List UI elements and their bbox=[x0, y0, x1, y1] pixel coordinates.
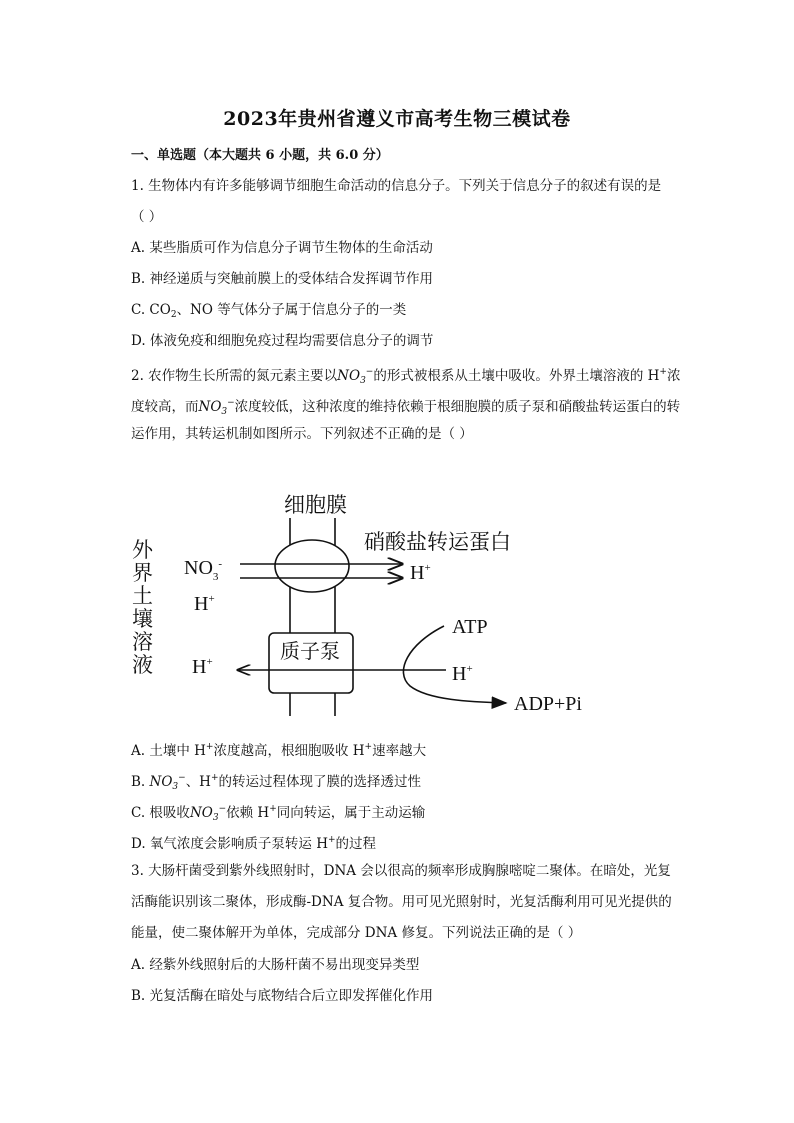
adp-label: ADP+Pi bbox=[514, 693, 582, 715]
q2-option-d: D. 氧气浓度会影响质子泵转运 H+的过程 bbox=[131, 835, 377, 852]
q2-option-b: B. $NO_3^-$、H+的转运过程体现了膜的选择透过性 bbox=[131, 773, 422, 792]
q1-option-b: B. 神经递质与突触前膜上的受体结合发挥调节作用 bbox=[131, 271, 434, 287]
q1-stem-line2: （ ） bbox=[131, 209, 163, 225]
outside-soil-label bbox=[132, 538, 154, 677]
q2-stem-line1: 2. 农作物生长所需的氮元素主要以$NO_3^-$的形式被根系从土壤中吸收。外界土壤溶液的 H+浓 bbox=[131, 367, 681, 386]
proton-pump-label: 质子泵 bbox=[280, 641, 340, 663]
h-inside-label: H+ bbox=[410, 562, 431, 584]
atp-label: ATP bbox=[452, 616, 488, 638]
svg-text:外: 外 bbox=[132, 538, 153, 562]
q1-c-sub: 2 bbox=[170, 310, 177, 320]
q3-option-a: A. 经紫外线照射后的大肠杆菌不易出现变异类型 bbox=[131, 957, 420, 973]
svg-text:界: 界 bbox=[132, 561, 153, 585]
q1-option-d: D. 体液免疫和细胞免疫过程均需要信息分子的调节 bbox=[131, 333, 434, 349]
h-pumped-label: H+ bbox=[192, 656, 213, 678]
nitrate-transporter bbox=[275, 540, 349, 592]
section-heading: 一、单选题（本大题共 6 小题，共 6.0 分） bbox=[131, 148, 389, 163]
svg-text:溶: 溶 bbox=[132, 630, 153, 654]
no3-label: $NO_3^-$ bbox=[184, 557, 223, 583]
q2-l1-pre: 2. 农作物生长所需的氮元素主要以 bbox=[131, 368, 338, 384]
q3-stem-line3: 能量，使二聚体解开为单体，完成部分 DNA 修复。下列说法正确的是（ ） bbox=[131, 925, 582, 941]
membrane-label: 细胞膜 bbox=[284, 493, 347, 517]
exam-title: 2023年贵州省遵义市高考生物三模试卷 bbox=[223, 108, 571, 130]
svg-text:液: 液 bbox=[132, 653, 153, 677]
h-outside-label: H+ bbox=[194, 593, 215, 615]
q2-option-c: C. 根吸收$NO_3^-$依赖 H+同向转运，属于主动运输 bbox=[131, 804, 426, 823]
q2-option-a: A. 土壤中 H+浓度越高，根细胞吸收 H+速率越大 bbox=[131, 742, 427, 759]
q1-c-pre: C. CO bbox=[131, 302, 171, 318]
no3-formula: $NO_3^-$ bbox=[337, 367, 374, 386]
svg-text:壤: 壤 bbox=[132, 607, 153, 631]
q3-stem-line2: 活酶能识别该二聚体，形成酶-DNA 复合物。用可见光照射时，光复活酶利用可见光提供的 bbox=[131, 894, 672, 910]
q2-l1-post: 的形式被根系从土壤中吸收。外界土壤溶液的 H bbox=[373, 368, 660, 384]
q3-stem-line1: 3. 大肠杆菌受到紫外线照射时，DNA 会以很高的频率形成胸腺嘧啶二聚体。在暗处，光复 bbox=[131, 863, 671, 879]
no3-formula: $NO_3^-$ bbox=[198, 398, 235, 417]
no3-formula: $NO_3^-$ bbox=[189, 804, 227, 823]
no3-formula: $NO_3^-$ bbox=[149, 773, 186, 792]
transporter-label: 硝酸盐转运蛋白 bbox=[364, 530, 511, 554]
q1-c-post: 、NO 等气体分子属于信息分子的一类 bbox=[176, 302, 407, 318]
q3-option-b: B. 光复活酶在暗处与底物结合后立即发挥催化作用 bbox=[131, 988, 434, 1004]
q2-stem-line2: 度较高，而$NO_3^-$浓度较低，这种浓度的维持依赖于根细胞膜的质子泵和硝酸盐转运蛋白的转 bbox=[131, 398, 681, 417]
q2-stem-line3: 运作用，其转运机制如图所示。下列叙述不正确的是（ ） bbox=[131, 426, 473, 442]
q1-stem-line1: 1. 生物体内有许多能够调节细胞生命活动的信息分子。下列关于信息分子的叙述有误的是 bbox=[131, 178, 662, 194]
h-inside-pump-label: H+ bbox=[452, 663, 473, 685]
q1-option-a: A. 某些脂质可作为信息分子调节生物体的生命活动 bbox=[131, 240, 433, 256]
svg-text:土: 土 bbox=[132, 584, 153, 608]
